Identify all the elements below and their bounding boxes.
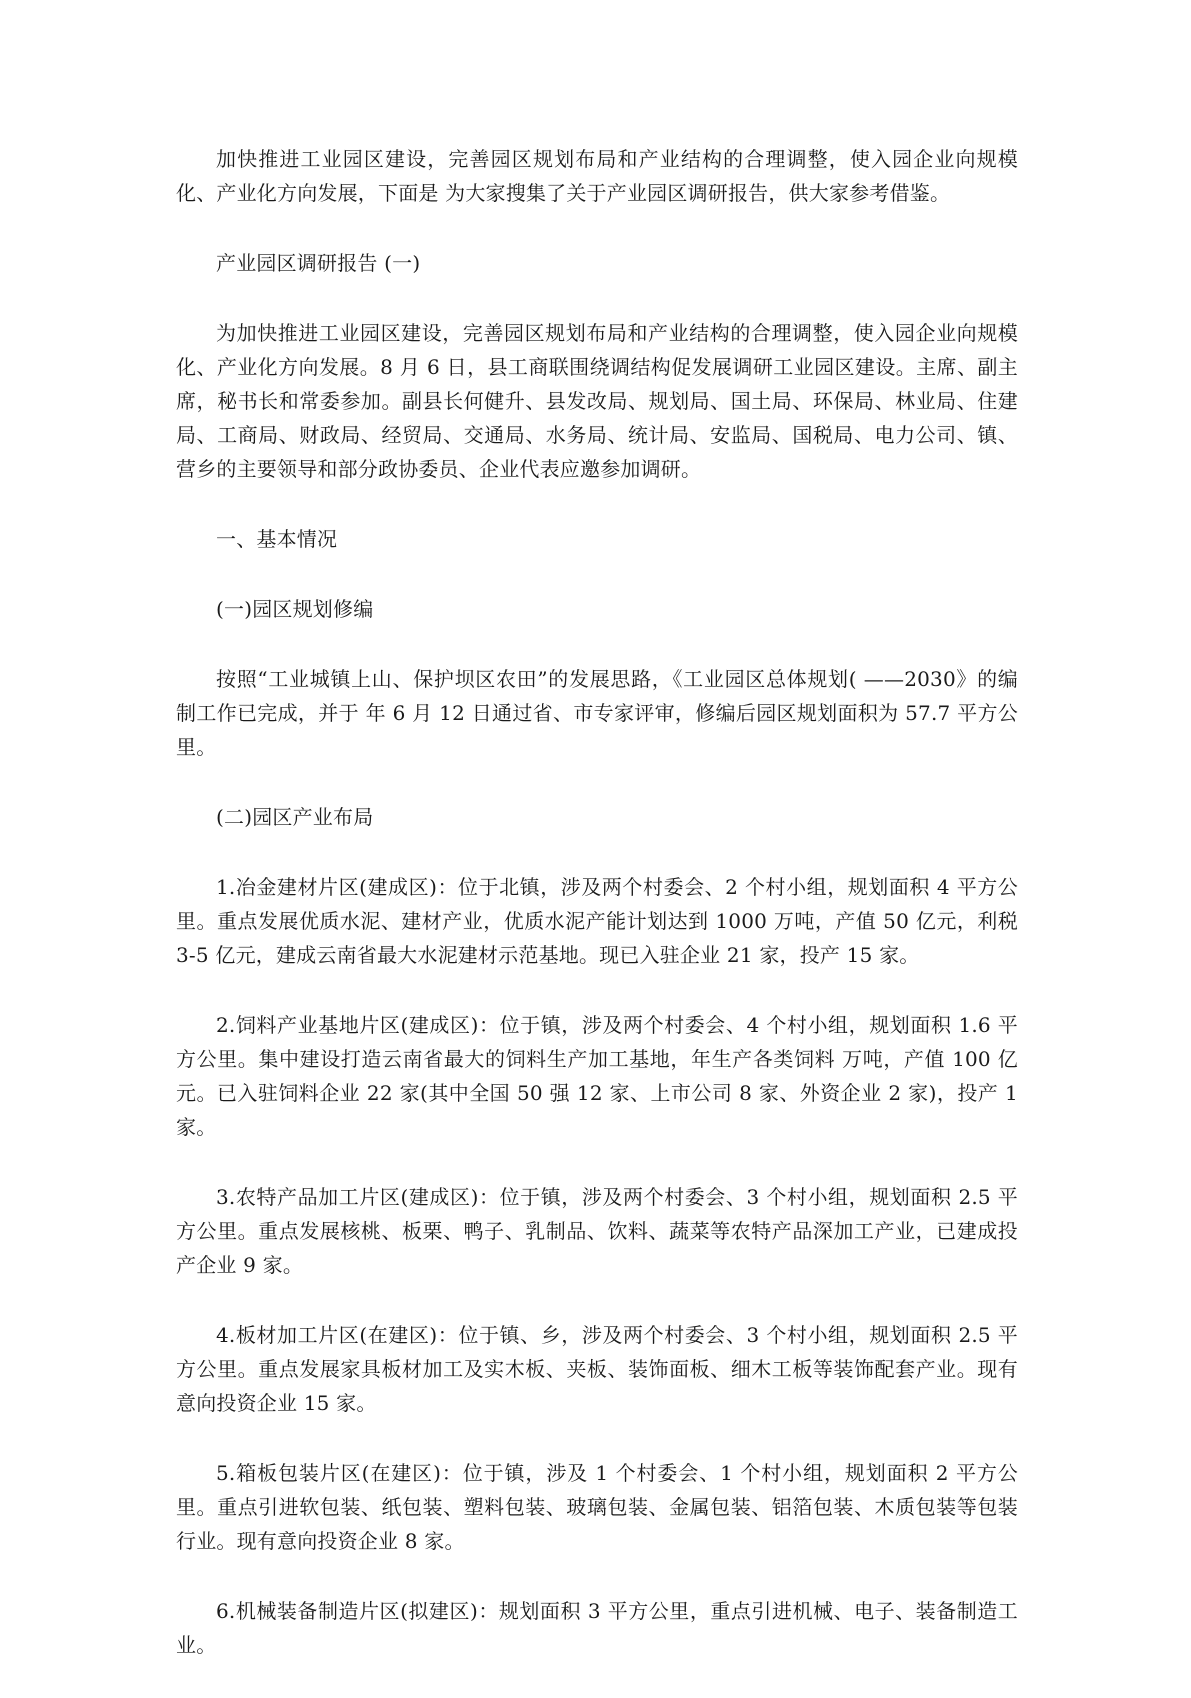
list-item-board-processing: 4.板材加工片区(在建区)：位于镇、乡，涉及两个村委会、3 个村小组，规划面积 2.5 平方公里。重点发展家具板材加工及实木板、夹板、装饰面板、细木工板等装饰配套产业。现有意向投资企业 15 家。 [176, 1323, 1018, 1415]
subheading-industry-layout: (二)园区产业布局 [216, 805, 374, 829]
report-title: 产业园区调研报告 (一) [216, 251, 421, 275]
list-item-packaging: 5.箱板包装片区(在建区)：位于镇，涉及 1 个村委会、1 个村小组，规划面积 2 平方公里。重点引进软包装、纸包装、塑料包装、玻璃包装、金属包装、铝箔包装、木质包装等包装行业。现有意向投资企业 8 家。 [176, 1461, 1018, 1553]
list-item-agricultural-products: 3.农特产品加工片区(建成区)：位于镇，涉及两个村委会、3 个村小组，规划面积 2.5 平方公里。重点发展核桃、板栗、鸭子、乳制品、饮料、蔬菜等农特产品深加工产业，已建成投产企业 9 家。 [176, 1185, 1018, 1277]
section-heading-basic-situation: 一、基本情况 [216, 527, 338, 551]
list-item-feed-industry: 2.饲料产业基地片区(建成区)：位于镇，涉及两个村委会、4 个村小组，规划面积 1.6 平方公里。集中建设打造云南省最大的饲料生产加工基地，年生产各类饲料 万吨，产值 100 亿元。已入驻饲料企业 22 家(其中全国 50 强 12 家、上市公司 8 家、外资企业 2 家)，投产 1 家。 [176, 1013, 1018, 1139]
subheading-plan-revision: (一)园区规划修编 [216, 597, 374, 621]
document-body [176, 142, 1018, 1698]
intro-paragraph: 加快推进工业园区建设，完善园区规划布局和产业结构的合理调整，使入园企业向规模化、产业化方向发展，下面是 为大家搜集了关于产业园区调研报告，供大家参考借鉴。 [176, 147, 1018, 205]
list-item-metallurgy-building-materials: 1.冶金建材片区(建成区)：位于北镇，涉及两个村委会、2 个村小组，规划面积 4 平方公里。重点发展优质水泥、建材产业，优质水泥产能计划达到 1000 万吨，产值 50 亿元，利税 3-5 亿元，建成云南省最大水泥建材示范基地。现已入驻企业 21 家，投产 15 家。 [176, 875, 1018, 967]
paragraph-overview: 为加快推进工业园区建设，完善园区规划布局和产业结构的合理调整，使入园企业向规模化、产业化方向发展。8 月 6 日，县工商联围绕调结构促发展调研工业园区建设。主席、副主席，秘书长和常委参加。副县长何健升、县发改局、规划局、国土局、环保局、林业局、住建局、工商局、财政局、经贸局、交通局、水务局、统计局、安监局、国税局、电力公司、镇、营乡的主要领导和部分政协委员、企业代表应邀参加调研。 [176, 321, 1018, 481]
list-item-machinery-manufacturing: 6.机械装备制造片区(拟建区)：规划面积 3 平方公里，重点引进机械、电子、装备制造工业。 [176, 1599, 1018, 1657]
paragraph-plan-revision: 按照“工业城镇上山、保护坝区农田”的发展思路，《工业园区总体规划( ——2030》的编制工作已完成，并于 年 6 月 12 日通过省、市专家评审，修编后园区规划面积为 57.7 平方公里。 [176, 667, 1018, 759]
